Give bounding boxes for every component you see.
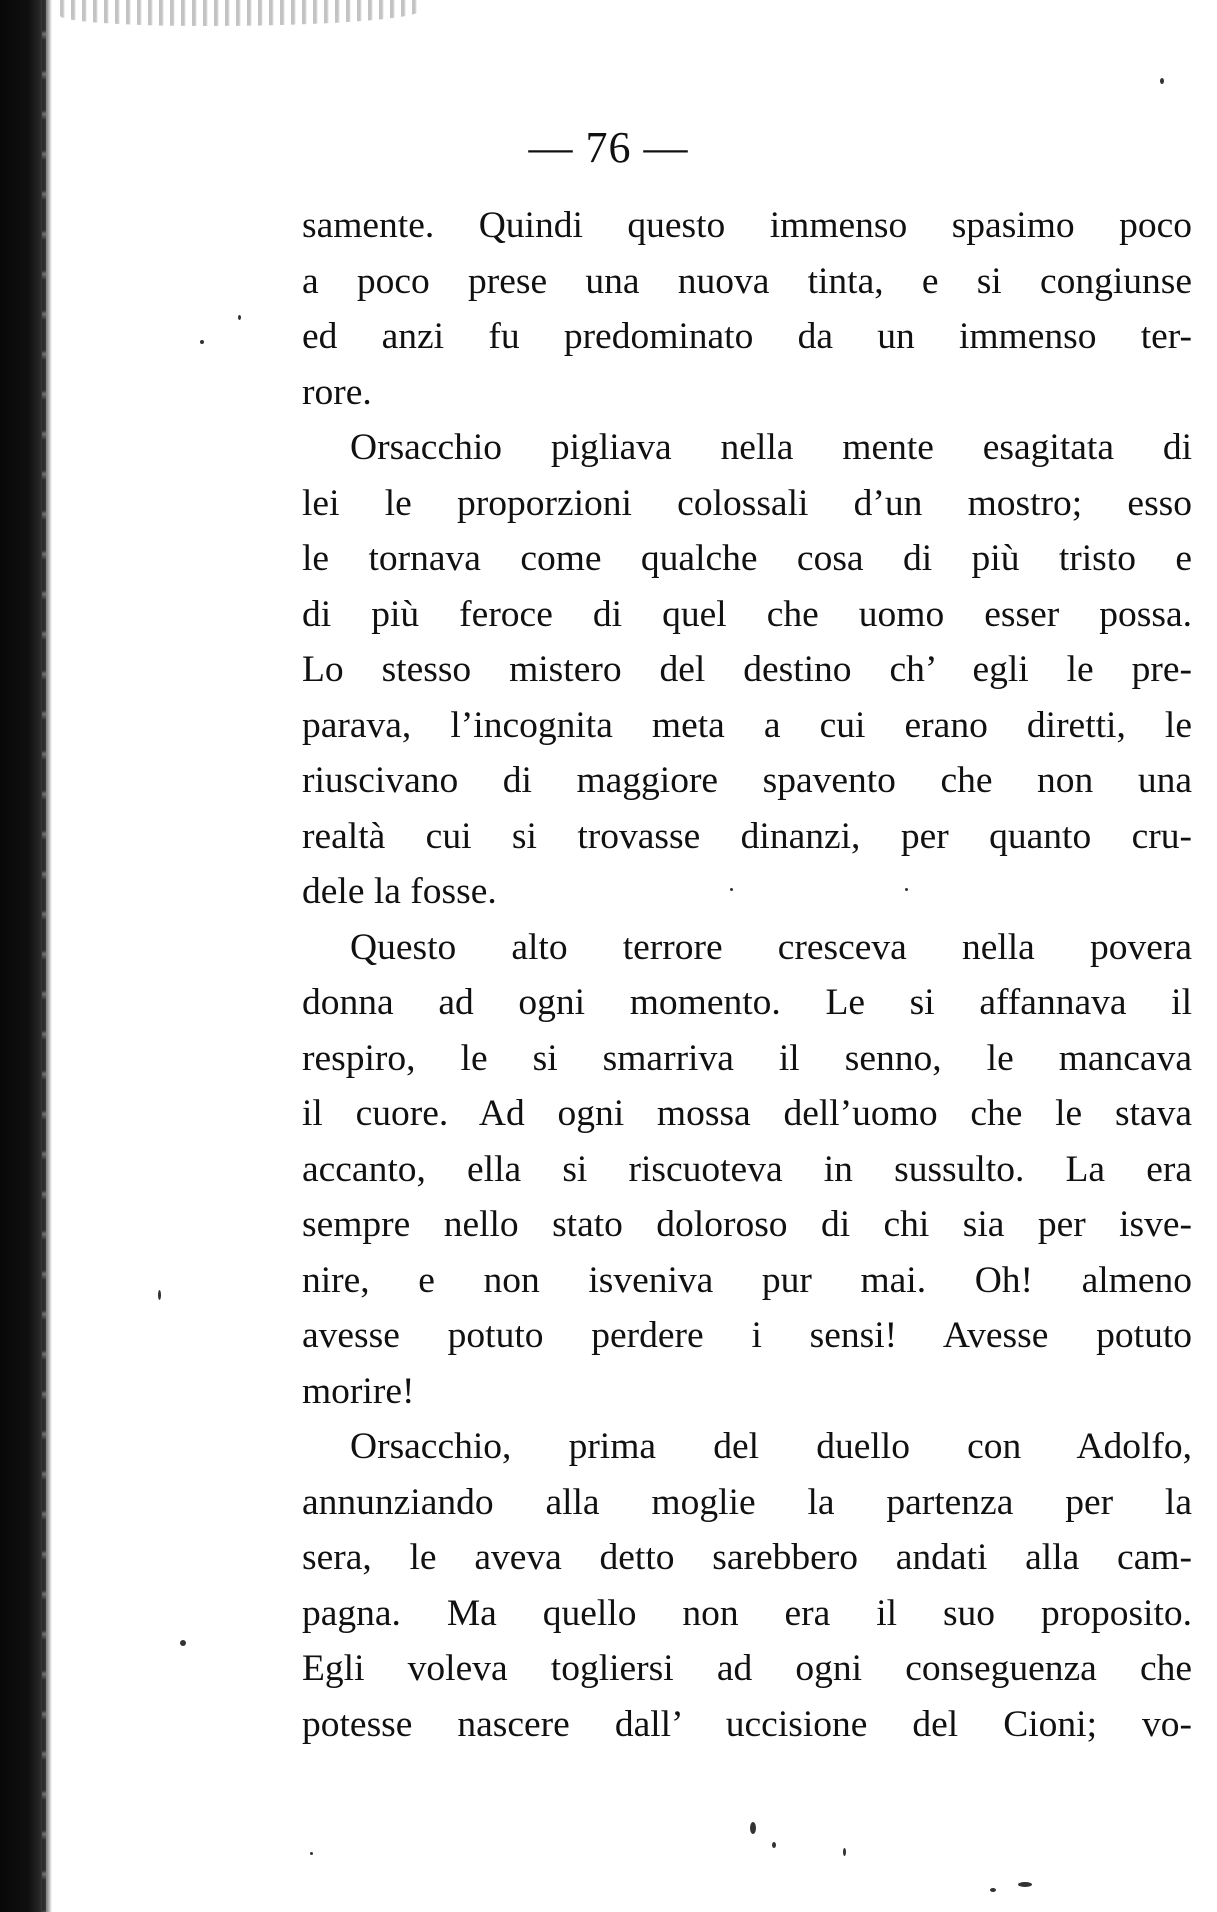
ink-speck: [990, 1888, 996, 1892]
top-ink-smudge: [60, 0, 420, 26]
text-line: sera, le aveva detto sarebbero andati alla cam-: [302, 1537, 1192, 1578]
text-line: potesse nascere dall’ uccisione del Cioni; vo-: [302, 1703, 1192, 1745]
ink-speck: [180, 1640, 186, 1646]
text-line: parava, l’incognita meta a cui erano diretti, le: [302, 704, 1192, 746]
ink-speck: [238, 315, 241, 320]
text-line: Egli voleva togliersi ad ogni conseguenza che: [302, 1648, 1192, 1689]
text-line: annunziando alla moglie la partenza per la: [302, 1481, 1192, 1523]
text-line: nire, e non isveniva pur mai. Oh! almeno: [302, 1259, 1192, 1301]
text-line: ed anzi fu predominato da un immenso ter-: [302, 316, 1192, 357]
binding-streak: [42, 0, 46, 1912]
ink-speck: [200, 340, 204, 344]
page-number: — 76 —: [528, 123, 689, 172]
text-line: samente. Quindi questo immenso spasimo poco: [302, 205, 1192, 246]
text-line: Questo alto terrore cresceva nella povera: [350, 926, 1192, 968]
ink-speck: [310, 1852, 313, 1855]
text-line: Lo stesso mistero del destino ch’ egli le pre-: [302, 649, 1192, 690]
text-line: sempre nello stato doloroso di chi sia per isve-: [302, 1204, 1192, 1245]
text-line: il cuore. Ad ogni mossa dell’uomo che le stava: [302, 1093, 1192, 1134]
text-line: riuscivano di maggiore spavento che non una: [302, 760, 1192, 801]
ink-speck: [1160, 78, 1164, 84]
text-line: morire!: [302, 1370, 415, 1412]
ink-speck: [750, 1822, 756, 1834]
text-line: lei le proporzioni colossali d’un mostro; esso: [302, 482, 1192, 524]
text-line: accanto, ella si riscuoteva in sussulto. La era: [302, 1148, 1192, 1190]
text-line: pagna. Ma quello non era il suo proposito.: [302, 1592, 1192, 1634]
text-line: avesse potuto perdere i sensi! Avesse potuto: [302, 1315, 1192, 1356]
text-line: di più feroce di quel che uomo esser possa.: [302, 593, 1192, 635]
text-line: le tornava come qualche cosa di più tristo e: [302, 538, 1192, 579]
text-line: realtà cui si trovasse dinanzi, per quanto cru-: [302, 815, 1192, 857]
ink-speck: [158, 1290, 161, 1300]
text-line: respiro, le si smarriva il senno, le mancava: [302, 1037, 1192, 1079]
ink-speck: [1018, 1882, 1032, 1887]
body-text: [302, 198, 1192, 1752]
text-line: Orsacchio, prima del duello con Adolfo,: [350, 1426, 1192, 1467]
ink-speck: [772, 1842, 776, 1848]
text-line: rore.: [302, 371, 372, 413]
text-line: a poco prese una nuova tinta, e si congiunse: [302, 260, 1192, 302]
ink-speck: [843, 1848, 846, 1856]
text-line: dele la fosse.: [302, 871, 497, 912]
text-line: donna ad ogni momento. Le si affannava il: [302, 982, 1192, 1023]
text-line: Orsacchio pigliava nella mente esagitata di: [350, 427, 1192, 468]
